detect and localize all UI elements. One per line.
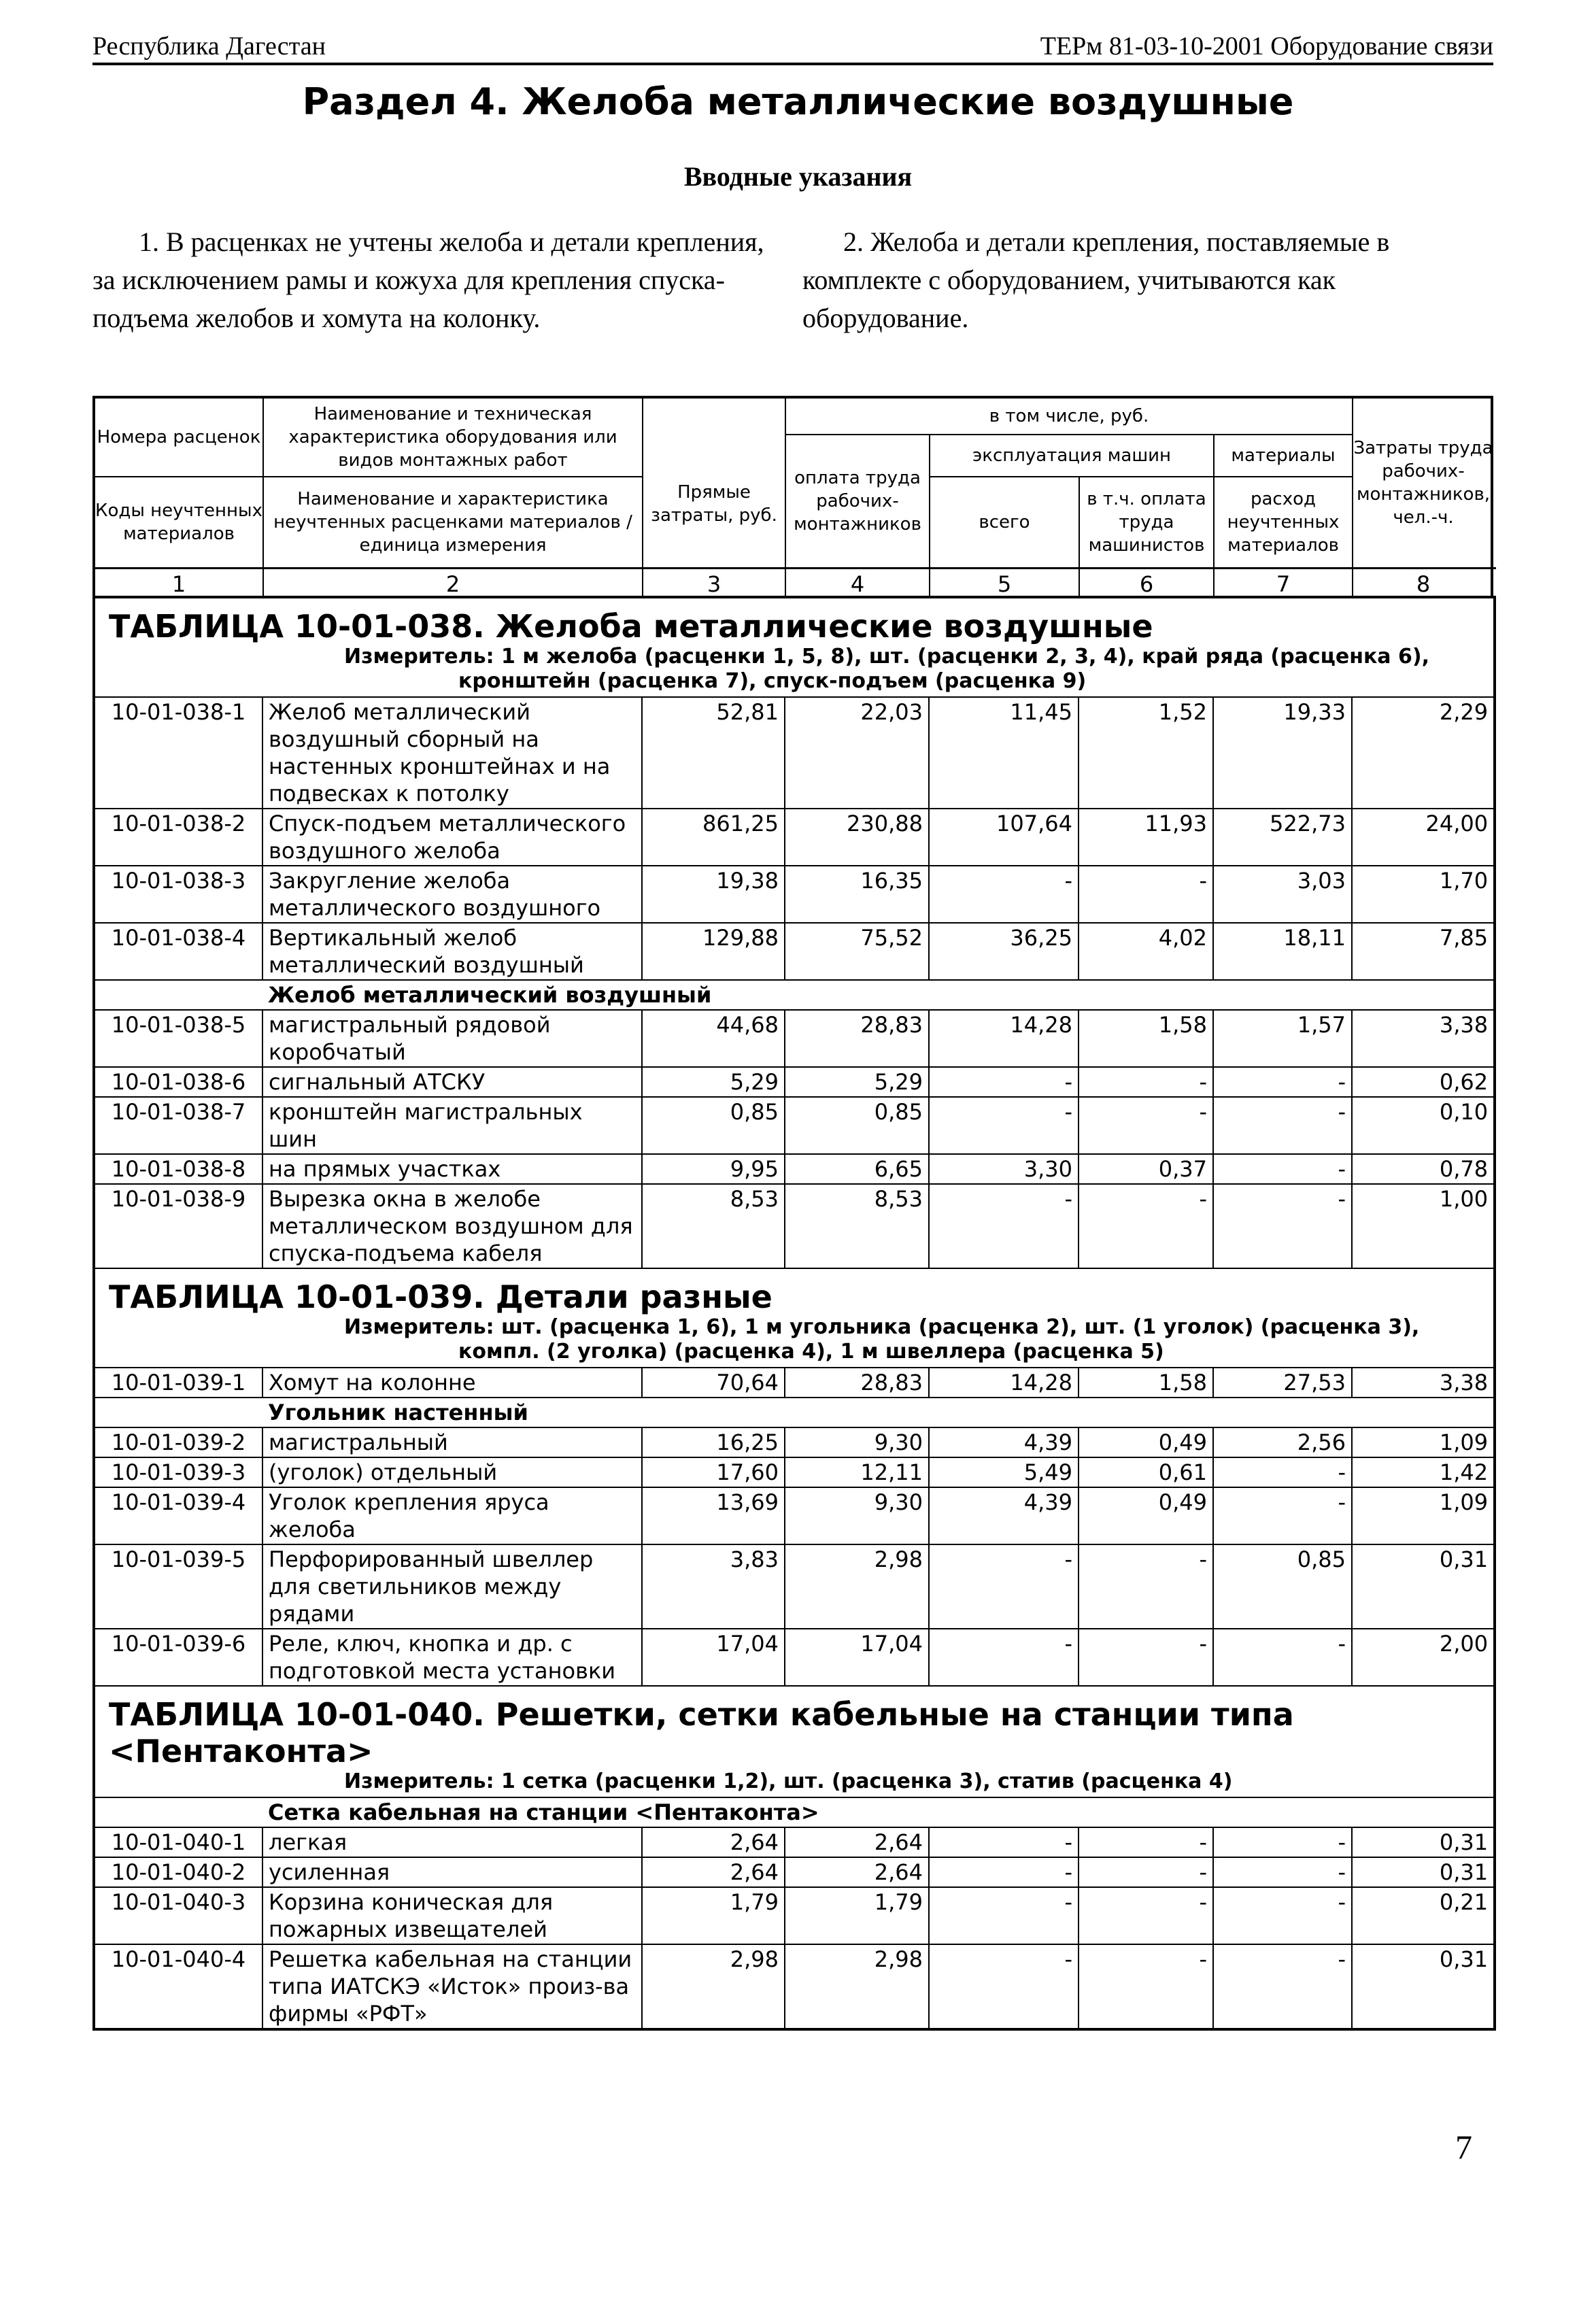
direct-cost: 9,95 — [642, 1154, 785, 1184]
table-row — [94, 1944, 1495, 2029]
labor-pay: 2,98 — [785, 1544, 929, 1629]
labor-hours: 0,62 — [1352, 1067, 1495, 1097]
table-row — [94, 866, 1495, 923]
machines-total: 5,49 — [929, 1457, 1079, 1487]
machines-total: 107,64 — [929, 809, 1079, 866]
rate-code: 10-01-038-1 — [94, 697, 262, 809]
direct-cost: 17,04 — [642, 1629, 785, 1686]
labor-pay: 16,35 — [785, 866, 929, 923]
materials-cost: - — [1213, 1857, 1352, 1887]
section-cell — [94, 1268, 1495, 1368]
machinist-pay: - — [1079, 1629, 1213, 1686]
table-row — [94, 809, 1495, 866]
col-number-2: 2 — [445, 571, 460, 597]
direct-cost: 70,64 — [642, 1368, 785, 1398]
labor-pay: 6,65 — [785, 1154, 929, 1184]
group-code-cell — [94, 1797, 262, 1827]
col-number-4: 4 — [850, 571, 865, 597]
materials-cost: 522,73 — [1213, 809, 1352, 866]
rate-code: 10-01-038-6 — [94, 1067, 262, 1097]
machines-total: - — [929, 1067, 1079, 1097]
machines-total: 14,28 — [929, 1010, 1079, 1067]
materials-cost: 2,56 — [1213, 1427, 1352, 1457]
rates-table — [92, 596, 1496, 2031]
rate-code: 10-01-038-3 — [94, 866, 262, 923]
rate-code: 10-01-038-7 — [94, 1097, 262, 1154]
table-row — [94, 1097, 1495, 1154]
machinist-pay: 0,61 — [1079, 1457, 1213, 1487]
page-number: 7 — [1455, 2128, 1472, 2166]
table-row — [94, 923, 1495, 980]
rate-code: 10-01-039-3 — [94, 1457, 262, 1487]
group-row — [94, 1797, 1495, 1827]
measure-unit-continued: компл. (2 уголка) (расценка 4), 1 м швеллера (расценка 5) — [458, 1340, 1164, 1364]
section-cell — [94, 597, 1495, 697]
table-section-header — [94, 1686, 1495, 1797]
work-name: Решетка кабельная на станции типа ИАТСКЭ «Исток» произ-ва фирмы «РФТ» — [262, 1944, 642, 2029]
work-name: магистральный — [262, 1427, 642, 1457]
machinist-pay: 0,49 — [1079, 1427, 1213, 1457]
work-name: (уголок) отдельный — [262, 1457, 642, 1487]
running-header — [92, 27, 1493, 65]
materials-cost: - — [1213, 1827, 1352, 1857]
direct-cost: 8,53 — [642, 1184, 785, 1268]
work-name: Вырезка окна в желобе металлическом воздушном для спуска-подъема кабеля — [262, 1184, 642, 1268]
measure-unit: Измеритель: 1 сетка (расценки 1,2), шт. (расценка 3), статив (расценка 4) — [344, 1770, 1233, 1793]
direct-cost: 0,85 — [642, 1097, 785, 1154]
work-name: усиленная — [262, 1857, 642, 1887]
materials-cost: - — [1213, 1887, 1352, 1944]
labor-pay: 9,30 — [785, 1487, 929, 1544]
labor-hours: 0,31 — [1352, 1857, 1495, 1887]
header-col6: в т.ч. оплата труда машинистов — [1087, 489, 1206, 556]
measure-unit: Измеритель: 1 м желоба (расценки 1, 5, 8), шт. (расценки 2, 3, 4), край ряда (расценка 6), — [344, 645, 1429, 668]
table-row — [94, 1887, 1495, 1944]
work-name: кронштейн магистральных шин — [262, 1097, 642, 1154]
direct-cost: 52,81 — [642, 697, 785, 809]
header-col4: оплата труда рабочих-монтажников — [794, 468, 921, 535]
direct-cost: 3,83 — [642, 1544, 785, 1629]
header-col2-top: Наименование и техническая характеристика оборудования или видов монтажных работ — [288, 404, 617, 471]
header-document-code: ТЕРм 81-03-10-2001 Оборудование связи — [1040, 32, 1493, 61]
labor-hours: 0,10 — [1352, 1097, 1495, 1154]
table-section-header — [94, 597, 1495, 697]
work-name: Реле, ключ, кнопка и др. с подготовкой места установки — [262, 1629, 642, 1686]
work-name: Уголок крепления яруса желоба — [262, 1487, 642, 1544]
labor-hours: 0,31 — [1352, 1944, 1495, 2029]
labor-hours: 0,31 — [1352, 1827, 1495, 1857]
group-code-cell — [94, 1398, 262, 1427]
group-code-cell — [94, 980, 262, 1010]
direct-cost: 2,98 — [642, 1944, 785, 2029]
table-section-header — [94, 1268, 1495, 1368]
direct-cost: 17,60 — [642, 1457, 785, 1487]
measure-unit: Измеритель: шт. (расценка 1, 6), 1 м угольника (расценка 2), шт. (1 уголок) (расценка 3), — [344, 1315, 1420, 1339]
materials-cost: - — [1213, 1067, 1352, 1097]
table-row — [94, 1487, 1495, 1544]
table-header — [92, 396, 1493, 598]
labor-hours: 2,29 — [1352, 697, 1495, 809]
labor-hours: 7,85 — [1352, 923, 1495, 980]
labor-pay: 2,98 — [785, 1944, 929, 2029]
table-row — [94, 1154, 1495, 1184]
rate-code: 10-01-040-3 — [94, 1887, 262, 1944]
header-col5: всего — [979, 512, 1030, 532]
materials-cost: 19,33 — [1213, 697, 1352, 809]
labor-hours: 1,42 — [1352, 1457, 1495, 1487]
col-number-7: 7 — [1276, 571, 1291, 597]
header-col8: Затраты труда рабочих-монтажников, чел.-ч. — [1353, 438, 1493, 528]
machinist-pay: - — [1079, 1184, 1213, 1268]
machines-total: 36,25 — [929, 923, 1079, 980]
work-name: легкая — [262, 1827, 642, 1857]
direct-cost: 1,79 — [642, 1887, 785, 1944]
machinist-pay: 0,49 — [1079, 1487, 1213, 1544]
machines-total: - — [929, 1184, 1079, 1268]
work-name: магистральный рядовой коробчатый — [262, 1010, 642, 1067]
labor-hours: 1,09 — [1352, 1487, 1495, 1544]
machinist-pay: - — [1079, 1097, 1213, 1154]
labor-pay: 9,30 — [785, 1427, 929, 1457]
table-row — [94, 697, 1495, 809]
work-name: Вертикальный желоб металлический воздушный — [262, 923, 642, 980]
machines-total: 4,39 — [929, 1487, 1079, 1544]
table-row — [94, 1827, 1495, 1857]
table-row — [94, 1067, 1495, 1097]
work-name: сигнальный АТСКУ — [262, 1067, 642, 1097]
rate-code: 10-01-040-1 — [94, 1827, 262, 1857]
direct-cost: 861,25 — [642, 809, 785, 866]
header-materials: материалы — [1231, 445, 1336, 466]
machinist-pay: 1,58 — [1079, 1010, 1213, 1067]
work-name: Спуск-подъем металлического воздушного желоба — [262, 809, 642, 866]
machines-total: - — [929, 1827, 1079, 1857]
machinist-pay: - — [1079, 1827, 1213, 1857]
work-name: на прямых участках — [262, 1154, 642, 1184]
rate-code: 10-01-040-2 — [94, 1857, 262, 1887]
rate-code: 10-01-038-8 — [94, 1154, 262, 1184]
machinist-pay: - — [1079, 1944, 1213, 2029]
group-title: Желоб металлический воздушный — [262, 980, 1495, 1010]
col-number-3: 3 — [707, 571, 721, 597]
header-machines: эксплуатация машин — [972, 445, 1172, 466]
machinist-pay: 1,58 — [1079, 1368, 1213, 1398]
materials-cost: 27,53 — [1213, 1368, 1352, 1398]
labor-hours: 2,00 — [1352, 1629, 1495, 1686]
direct-cost: 5,29 — [642, 1067, 785, 1097]
materials-cost: 18,11 — [1213, 923, 1352, 980]
group-title: Сетка кабельная на станции <Пентаконта> — [262, 1797, 1495, 1827]
materials-cost: - — [1213, 1097, 1352, 1154]
machines-total: 4,39 — [929, 1427, 1079, 1457]
header-region: Республика Дагестан — [92, 32, 326, 61]
rate-code: 10-01-040-4 — [94, 1944, 262, 2029]
table-row — [94, 1457, 1495, 1487]
rate-code: 10-01-038-9 — [94, 1184, 262, 1268]
materials-cost: - — [1213, 1629, 1352, 1686]
col-number-6: 6 — [1139, 571, 1154, 597]
table-row — [94, 1857, 1495, 1887]
direct-cost: 129,88 — [642, 923, 785, 980]
labor-hours: 3,38 — [1352, 1010, 1495, 1067]
intro-paragraph-1: 1. В расценках не учтены желоба и детали крепления, за исключением рамы и кожуха для крепления спуска-подъема желобов и хомута на колонку. — [92, 226, 764, 333]
rate-code: 10-01-039-2 — [94, 1427, 262, 1457]
materials-cost: - — [1213, 1184, 1352, 1268]
header-col1-top: Номера расценок — [97, 427, 261, 447]
labor-pay: 22,03 — [785, 697, 929, 809]
header-col3: Прямые затраты, руб. — [651, 482, 777, 526]
direct-cost: 13,69 — [642, 1487, 785, 1544]
table-row — [94, 1427, 1495, 1457]
header-col7: расход неучтенных материалов — [1227, 489, 1340, 556]
labor-hours: 1,70 — [1352, 866, 1495, 923]
col-number-1: 1 — [171, 571, 186, 597]
work-name: Желоб металлический воздушный сборный на настенных кронштейнах и на подвесках к потолку — [262, 697, 642, 809]
direct-cost: 19,38 — [642, 866, 785, 923]
machinist-pay: 1,52 — [1079, 697, 1213, 809]
header-col1-bottom: Коды неучтенных материалов — [95, 501, 262, 544]
materials-cost: 3,03 — [1213, 866, 1352, 923]
rate-code: 10-01-038-2 — [94, 809, 262, 866]
machines-total: - — [929, 1544, 1079, 1629]
group-row — [94, 1398, 1495, 1427]
header-including: в том числе, руб. — [989, 406, 1149, 426]
table-row — [94, 1629, 1495, 1686]
machinist-pay: - — [1079, 1857, 1213, 1887]
header-col2-bottom: Наименование и характеристика неучтенных расценками материалов / единица измерения — [273, 489, 632, 556]
labor-pay: 75,52 — [785, 923, 929, 980]
rate-code: 10-01-038-4 — [94, 923, 262, 980]
machinist-pay: 11,93 — [1079, 809, 1213, 866]
labor-pay: 28,83 — [785, 1010, 929, 1067]
machines-total: - — [929, 1944, 1079, 2029]
machinist-pay: - — [1079, 1067, 1213, 1097]
rate-code: 10-01-038-5 — [94, 1010, 262, 1067]
col-number-8: 8 — [1416, 571, 1431, 597]
materials-cost: - — [1213, 1487, 1352, 1544]
labor-pay: 12,11 — [785, 1457, 929, 1487]
machines-total: 3,30 — [929, 1154, 1079, 1184]
labor-pay: 0,85 — [785, 1097, 929, 1154]
machines-total: - — [929, 1097, 1079, 1154]
machinist-pay: 0,37 — [1079, 1154, 1213, 1184]
machinist-pay: - — [1079, 1544, 1213, 1629]
materials-cost: - — [1213, 1154, 1352, 1184]
materials-cost: 0,85 — [1213, 1544, 1352, 1629]
labor-pay: 28,83 — [785, 1368, 929, 1398]
labor-hours: 3,38 — [1352, 1368, 1495, 1398]
table-row — [94, 1010, 1495, 1067]
machines-total: 14,28 — [929, 1368, 1079, 1398]
materials-cost: 1,57 — [1213, 1010, 1352, 1067]
rate-code: 10-01-039-5 — [94, 1544, 262, 1629]
direct-cost: 16,25 — [642, 1427, 785, 1457]
table-row — [94, 1544, 1495, 1629]
machines-total: - — [929, 866, 1079, 923]
labor-pay: 5,29 — [785, 1067, 929, 1097]
col-number-5: 5 — [997, 571, 1012, 597]
rate-code: 10-01-039-6 — [94, 1629, 262, 1686]
rate-code: 10-01-039-4 — [94, 1487, 262, 1544]
machines-total: 11,45 — [929, 697, 1079, 809]
section-cell — [94, 1686, 1495, 1797]
machines-total: - — [929, 1887, 1079, 1944]
table-row — [94, 1184, 1495, 1268]
materials-cost: - — [1213, 1457, 1352, 1487]
group-title: Угольник настенный — [262, 1398, 1495, 1427]
machines-total: - — [929, 1629, 1079, 1686]
table-title: ТАБЛИЦА 10-01-040. Решетки, сетки кабельные на станции типа <Пентаконта> — [109, 1696, 1294, 1770]
labor-hours: 0,78 — [1352, 1154, 1495, 1184]
labor-pay: 230,88 — [785, 809, 929, 866]
intro-heading: Вводные указания — [683, 161, 913, 192]
labor-pay: 17,04 — [785, 1629, 929, 1686]
labor-hours: 24,00 — [1352, 809, 1495, 866]
labor-hours: 1,00 — [1352, 1184, 1495, 1268]
machinist-pay: 4,02 — [1079, 923, 1213, 980]
machines-total: - — [929, 1857, 1079, 1887]
measure-unit-continued: кронштейн (расценка 7), спуск-подъем (расценка 9) — [458, 669, 1087, 693]
labor-hours: 0,31 — [1352, 1544, 1495, 1629]
work-name: Хомут на колонне — [262, 1368, 642, 1398]
table-title: ТАБЛИЦА 10-01-038. Желоба металлические воздушные — [109, 608, 1153, 645]
direct-cost: 2,64 — [642, 1857, 785, 1887]
labor-pay: 2,64 — [785, 1827, 929, 1857]
group-row — [94, 980, 1495, 1010]
labor-hours: 0,21 — [1352, 1887, 1495, 1944]
table-title: ТАБЛИЦА 10-01-039. Детали разные — [109, 1279, 772, 1315]
section-title: Раздел 4. Желоба металлические воздушные — [302, 80, 1294, 123]
materials-cost: - — [1213, 1944, 1352, 2029]
direct-cost: 2,64 — [642, 1827, 785, 1857]
direct-cost: 44,68 — [642, 1010, 785, 1067]
work-name: Закругление желоба металлического воздушного — [262, 866, 642, 923]
machinist-pay: - — [1079, 1887, 1213, 1944]
work-name: Перфорированный швеллер для светильников между рядами — [262, 1544, 642, 1629]
table-row — [94, 1368, 1495, 1398]
intro-paragraph-2: 2. Желоба и детали крепления, поставляемые в комплекте с оборудованием, учитываются как оборудование. — [802, 226, 1390, 333]
labor-pay: 8,53 — [785, 1184, 929, 1268]
machinist-pay: - — [1079, 866, 1213, 923]
labor-pay: 1,79 — [785, 1887, 929, 1944]
rate-code: 10-01-039-1 — [94, 1368, 262, 1398]
work-name: Корзина коническая для пожарных извещателей — [262, 1887, 642, 1944]
labor-hours: 1,09 — [1352, 1427, 1495, 1457]
labor-pay: 2,64 — [785, 1857, 929, 1887]
